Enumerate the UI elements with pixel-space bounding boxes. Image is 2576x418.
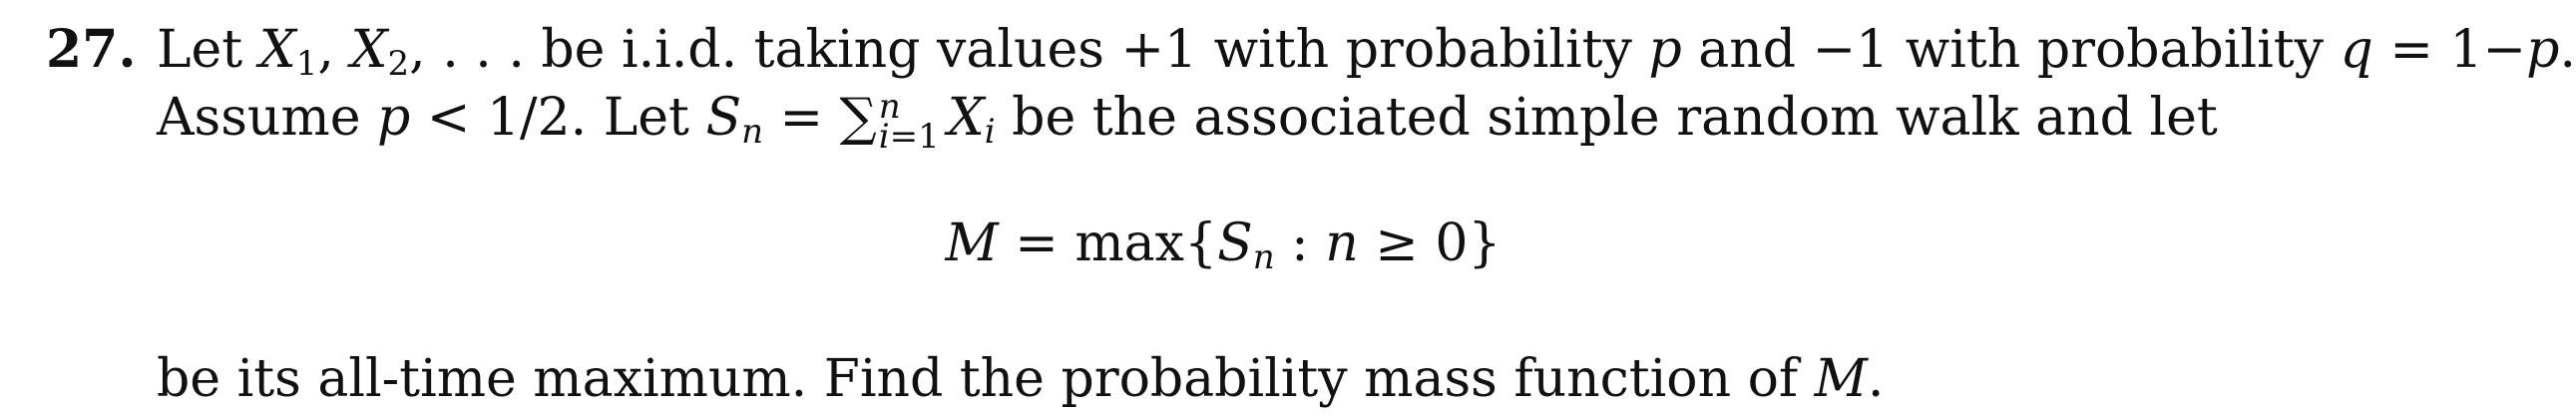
problem-text-line-1: Let $X_1$, $X_2$, . . . be i.i.d. taking values +1 with probability p and −1 with probability q = 1−p. xyxy=(157,20,2576,84)
summation: ∑ n i=1 xyxy=(839,86,940,157)
problem-text-line-2: Assume p < 1/2. Let $S_n$ = ∑ n i=1 $X_i$ be the associated simple random walk and let xyxy=(157,86,2218,157)
problem-text-line-3: be its all-time maximum. Find the probability mass function of M. xyxy=(157,349,1885,409)
problem-number: 27. xyxy=(46,19,137,80)
summation-limits: n i=1 xyxy=(878,86,940,157)
display-equation: $M = \max\{S_n$ : n ≥ 0} xyxy=(945,213,1502,277)
